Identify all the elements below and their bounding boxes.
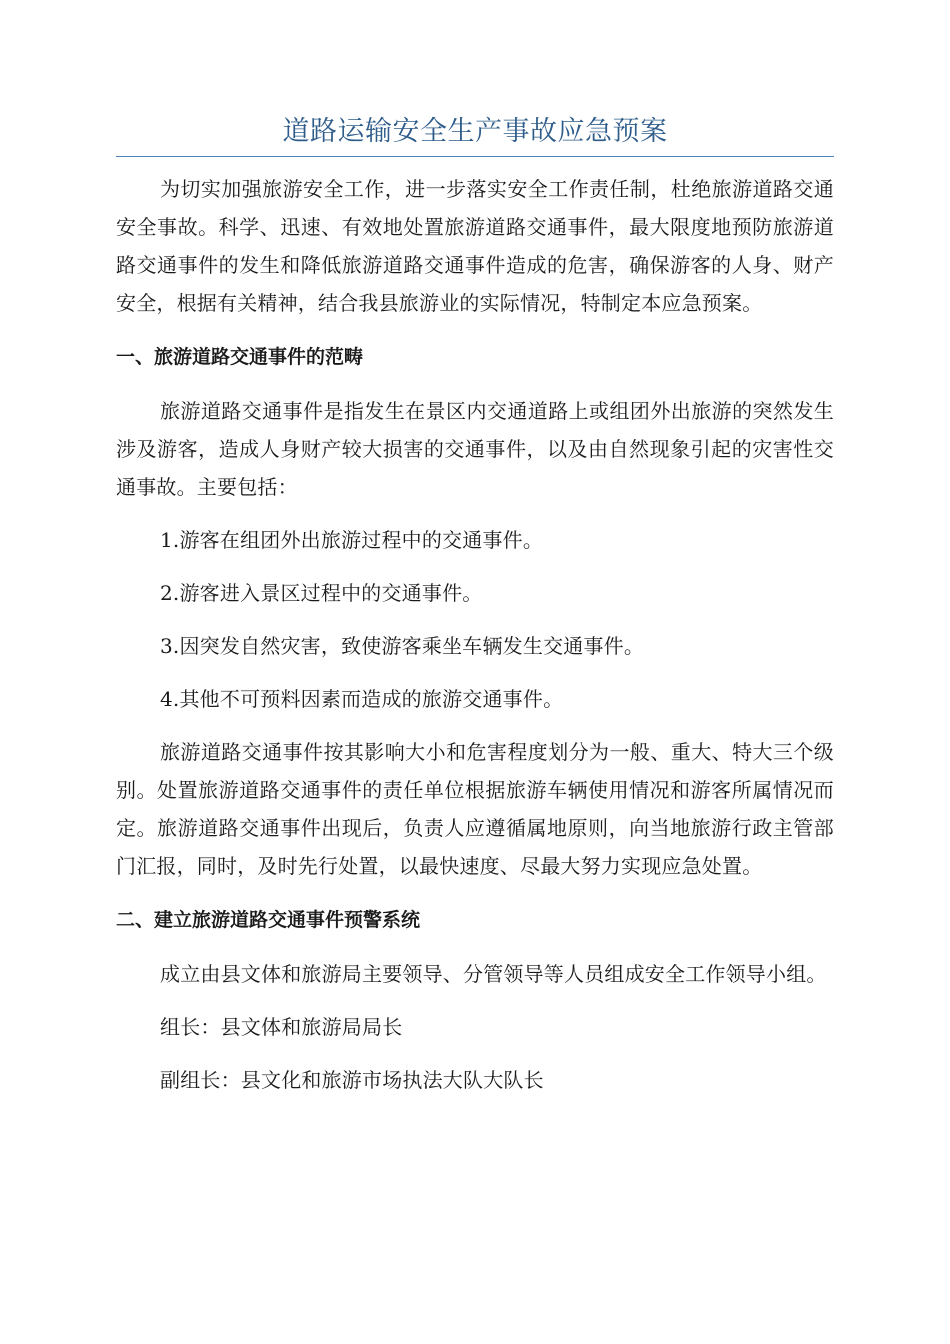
list-item: 2.游客进入景区过程中的交通事件。 [160, 581, 483, 605]
deputy-leader-line: 副组长：县文化和旅游市场执法大队大队长 [160, 1068, 544, 1092]
list-item: 3.因突发自然灾害，致使游客乘坐车辆发生交通事件。 [160, 634, 645, 658]
document-body [116, 170, 834, 1099]
leader-line: 组长：县文体和旅游局局长 [160, 1015, 403, 1039]
section-1-paragraph: 旅游道路交通事件是指发生在景区内交通道路上或组团外出旅游的突然发生涉及游客，造成人身财产较大损害的交通事件，以及由自然现象引起的灾害性交通事故。主要包括： [116, 399, 834, 499]
section-2-heading: 二、建立旅游道路交通事件预警系统 [116, 909, 421, 931]
section-1-paragraph-2: 旅游道路交通事件按其影响大小和危害程度划分为一般、重大、特大三个级别。处置旅游道路交通事件的责任单位根据旅游车辆使用情况和游客所属情况而定。旅游道路交通事件出现后，负责人应遵循属地原则，向当地旅游行政主管部门汇报，同时，及时先行处置，以最快速度、尽最大努力实现应急处置。 [116, 740, 834, 878]
list-item: 1.游客在组团外出旅游过程中的交通事件。 [160, 528, 544, 552]
list-item: 4.其他不可预料因素而造成的旅游交通事件。 [160, 687, 564, 711]
title-block [116, 112, 834, 157]
document-title: 道路运输安全生产事故应急预案 [282, 116, 668, 147]
intro-paragraph: 为切实加强旅游安全工作，进一步落实安全工作责任制，杜绝旅游道路交通安全事故。科学、迅速、有效地处置旅游道路交通事件，最大限度地预防旅游道路交通事件的发生和降低旅游道路交通事件造成的危害，确保游客的人身、财产安全，根据有关精神，结合我县旅游业的实际情况，特制定本应急预案。 [116, 177, 834, 315]
section-2-paragraph: 成立由县文体和旅游局主要领导、分管领导等人员组成安全工作领导小组。 [160, 962, 827, 986]
section-1-heading: 一、旅游道路交通事件的范畴 [116, 346, 364, 368]
